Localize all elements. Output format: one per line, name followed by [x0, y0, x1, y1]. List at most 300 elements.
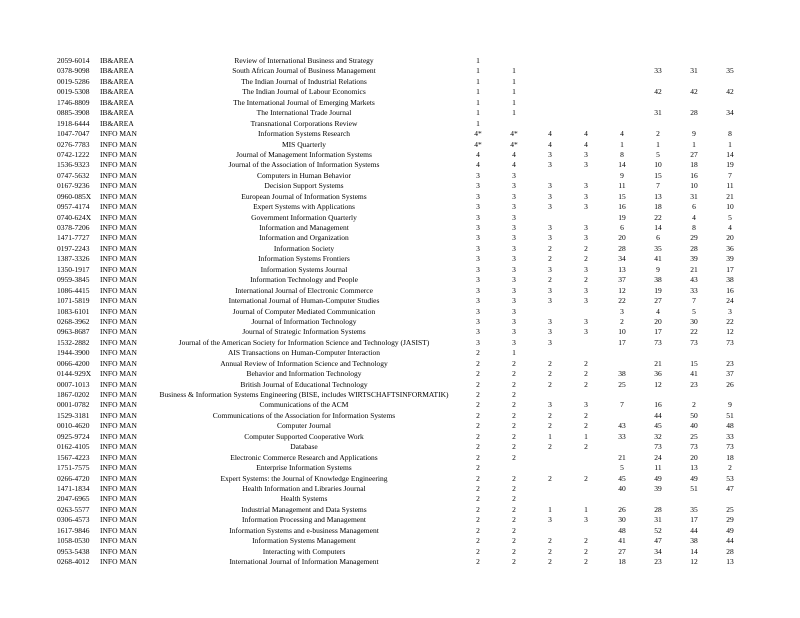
table-row [0, 119, 748, 129]
issn-cell: 0959-3845 [57, 275, 90, 285]
left-margin [0, 307, 57, 317]
table-row [0, 265, 748, 275]
rating-cell: 1 [476, 118, 480, 128]
rating-cell: 29 [726, 515, 734, 525]
journal-title-cell: Computers in Human Behavior [257, 170, 351, 180]
field-cell: INFO MAN [100, 400, 137, 410]
left-margin [0, 515, 57, 525]
rating-cell: 1 [512, 87, 516, 97]
rating-cell: 3 [512, 296, 516, 306]
left-margin [0, 254, 57, 264]
rating-cell [568, 171, 604, 181]
rating-cell: 4 [584, 139, 588, 149]
rating-cell: 49 [690, 473, 698, 483]
rating-cell [604, 411, 640, 421]
rating-cell [604, 66, 640, 76]
journal-title-cell: Journal of Management Information Systems [236, 149, 372, 159]
rating-cell [712, 77, 748, 87]
rating-cell: 38 [726, 275, 734, 285]
journal-title-cell: Decision Support Systems [264, 181, 344, 191]
rating-cell: 25 [618, 379, 626, 389]
rating-cell: 1 [512, 76, 516, 86]
journal-title-cell: South African Journal of Business Management [232, 66, 376, 76]
journal-title-cell: Computer Journal [277, 421, 331, 431]
rating-cell: 10 [690, 181, 698, 191]
rating-cell: 21 [690, 264, 698, 274]
rating-cell: 15 [618, 191, 626, 201]
rating-cell [604, 494, 640, 504]
rating-cell: 2 [476, 557, 480, 566]
issn-cell: 0263-5577 [57, 504, 90, 514]
left-margin [0, 108, 57, 118]
left-margin [0, 359, 57, 369]
table-row [0, 547, 748, 557]
rating-cell: 2 [512, 390, 516, 399]
rating-cell: 33 [726, 431, 734, 441]
rating-cell: 2 [584, 254, 588, 264]
field-cell: INFO MAN [100, 557, 137, 566]
issn-cell: 0007-1013 [57, 379, 90, 389]
issn-cell: 1529-3181 [57, 410, 90, 420]
rating-cell [712, 348, 748, 358]
rating-cell: 3 [512, 170, 516, 180]
field-cell: IB&AREA [100, 76, 134, 86]
rating-cell: 30 [690, 316, 698, 326]
left-margin [0, 286, 57, 296]
rating-cell [568, 453, 604, 463]
journal-title-cell: Information and Management [259, 223, 349, 232]
rating-cell: 73 [690, 442, 698, 452]
rating-cell [568, 66, 604, 76]
table-row [0, 108, 748, 118]
rating-cell: 2 [512, 483, 516, 493]
rating-cell: 4 [692, 212, 696, 222]
rating-cell [604, 56, 640, 66]
rating-cell: 7 [620, 400, 624, 410]
rating-cell: 2 [476, 390, 480, 399]
rating-cell: 7 [656, 181, 660, 191]
field-cell: INFO MAN [100, 483, 137, 493]
rating-cell: 2 [476, 379, 480, 389]
rating-cell [568, 87, 604, 97]
rating-cell: 49 [726, 525, 734, 535]
field-cell: INFO MAN [100, 515, 137, 525]
rating-cell: 37 [726, 369, 734, 379]
left-margin [0, 453, 57, 463]
issn-cell: 0306-4573 [57, 515, 90, 525]
rating-cell: 48 [618, 525, 626, 535]
rating-cell: 8 [728, 129, 732, 139]
rating-cell: 3 [512, 233, 516, 243]
rating-cell: 42 [726, 87, 734, 97]
field-cell: INFO MAN [100, 390, 137, 399]
rating-cell: 3 [512, 285, 516, 295]
rating-cell: 1 [692, 139, 696, 149]
rating-cell: 32 [654, 431, 662, 441]
rating-cell [532, 348, 568, 358]
table-row [0, 515, 748, 525]
left-margin [0, 171, 57, 181]
rating-cell: 51 [726, 410, 734, 420]
issn-cell: 0266-4720 [57, 473, 90, 483]
rating-cell [568, 348, 604, 358]
rating-cell: 2 [476, 473, 480, 483]
field-cell: INFO MAN [100, 358, 137, 368]
rating-cell: 3 [548, 149, 552, 159]
rating-cell: 3 [476, 191, 480, 201]
rating-cell: 3 [548, 316, 552, 326]
rating-cell: 14 [690, 546, 698, 556]
field-cell: INFO MAN [100, 170, 137, 180]
issn-cell: 1567-4223 [57, 452, 90, 462]
rating-cell: 12 [618, 285, 626, 295]
rating-cell: 45 [618, 473, 626, 483]
rating-cell [604, 390, 640, 400]
rating-cell: 12 [690, 557, 698, 566]
issn-cell: 0953-5438 [57, 546, 90, 556]
rating-cell: 2 [476, 515, 480, 525]
rating-cell: 3 [476, 306, 480, 316]
rating-cell: 26 [618, 504, 626, 514]
table-row [0, 390, 748, 400]
table-row [0, 536, 748, 546]
left-margin [0, 484, 57, 494]
rating-cell: 39 [690, 254, 698, 264]
rating-cell: 2 [476, 400, 480, 410]
rating-cell: 1 [476, 76, 480, 86]
rating-cell: 3 [476, 223, 480, 232]
rating-cell [712, 390, 748, 400]
rating-cell: 36 [726, 243, 734, 253]
journal-title-cell: Communications of the ACM [259, 400, 349, 410]
rating-cell: 6 [692, 202, 696, 212]
rating-cell: 3 [728, 306, 732, 316]
field-cell: INFO MAN [100, 431, 137, 441]
rating-cell: 1 [620, 139, 624, 149]
field-cell: INFO MAN [100, 275, 137, 285]
rating-cell: 23 [690, 379, 698, 389]
field-cell: IB&AREA [100, 97, 134, 107]
rating-cell [676, 119, 712, 129]
left-margin [0, 213, 57, 223]
rating-cell: 4* [474, 139, 482, 149]
rating-cell: 38 [690, 536, 698, 546]
rating-cell: 2 [548, 243, 552, 253]
table-row [0, 307, 748, 317]
rating-cell: 3 [584, 515, 588, 525]
table-row [0, 171, 748, 181]
rating-cell: 4* [510, 139, 518, 149]
journal-title-cell: Information Systems Frontiers [258, 254, 350, 264]
rating-cell [568, 98, 604, 108]
rating-cell: 42 [654, 87, 662, 97]
rating-cell: 3 [512, 181, 516, 191]
field-cell: INFO MAN [100, 306, 137, 316]
rating-cell: 3 [584, 327, 588, 337]
rating-cell: 2 [476, 369, 480, 379]
left-margin [0, 233, 57, 243]
rating-cell: 16 [690, 170, 698, 180]
issn-cell: 0742-1222 [57, 149, 90, 159]
field-cell: INFO MAN [100, 473, 137, 483]
rating-cell: 42 [690, 87, 698, 97]
rating-cell [532, 463, 568, 473]
left-margin [0, 526, 57, 536]
journal-title-cell: Information Systems and e-business Management [229, 525, 379, 535]
field-cell: INFO MAN [100, 369, 137, 379]
rating-cell: 3 [584, 160, 588, 170]
rating-cell: 22 [690, 327, 698, 337]
table-row [0, 66, 748, 76]
journal-title-cell: Database [290, 442, 318, 452]
rating-cell: 2 [512, 504, 516, 514]
rating-cell: 2 [512, 431, 516, 441]
left-margin [0, 421, 57, 431]
rating-cell: 13 [654, 191, 662, 201]
rating-cell: 3 [584, 264, 588, 274]
rating-cell: 13 [618, 264, 626, 274]
rating-cell: 2 [512, 546, 516, 556]
journal-title-cell: Enterprise Information Systems [256, 463, 352, 473]
table-row [0, 359, 748, 369]
rating-cell: 40 [690, 421, 698, 431]
rating-cell: 15 [654, 170, 662, 180]
rating-cell: 2 [584, 557, 588, 566]
rating-cell: 2 [548, 442, 552, 452]
rating-cell [568, 463, 604, 473]
field-cell: INFO MAN [100, 296, 137, 306]
rating-cell: 2 [476, 358, 480, 368]
issn-cell: 2059-6014 [57, 56, 90, 65]
field-cell: INFO MAN [100, 160, 137, 170]
field-cell: INFO MAN [100, 379, 137, 389]
rating-cell: 20 [726, 233, 734, 243]
rating-cell: 9 [656, 264, 660, 274]
rating-cell: 9 [620, 170, 624, 180]
rating-cell: 24 [654, 452, 662, 462]
rating-cell: 3 [548, 223, 552, 232]
rating-cell: 2 [512, 400, 516, 410]
rating-cell: 2 [584, 536, 588, 546]
rating-cell: 3 [584, 202, 588, 212]
rating-cell: 3 [512, 327, 516, 337]
rating-cell: 50 [690, 410, 698, 420]
rating-cell: 2 [512, 410, 516, 420]
left-margin [0, 536, 57, 546]
rating-cell: 4* [474, 129, 482, 139]
table-row [0, 98, 748, 108]
issn-cell: 2047-6965 [57, 494, 90, 504]
rating-cell: 2 [656, 129, 660, 139]
rating-cell: 33 [618, 431, 626, 441]
rating-cell: 26 [726, 379, 734, 389]
rating-cell: 2 [692, 400, 696, 410]
field-cell: INFO MAN [100, 316, 137, 326]
rating-cell: 2 [476, 536, 480, 546]
rating-cell: 4 [476, 160, 480, 170]
issn-cell: 0010-4620 [57, 421, 90, 431]
issn-cell: 1867-0202 [57, 390, 90, 399]
issn-cell: 1746-8809 [57, 97, 90, 107]
rating-cell [532, 307, 568, 317]
rating-cell: 3 [512, 223, 516, 232]
rating-cell: 7 [692, 296, 696, 306]
left-margin [0, 77, 57, 87]
issn-cell: 0960-085X [57, 191, 92, 201]
rating-cell: 3 [584, 400, 588, 410]
rating-cell: 3 [476, 254, 480, 264]
rating-cell: 3 [512, 264, 516, 274]
rating-cell: 3 [512, 306, 516, 316]
table-row [0, 432, 748, 442]
left-margin [0, 181, 57, 191]
rating-cell [640, 348, 676, 358]
left-margin [0, 494, 57, 504]
rating-cell: 3 [476, 202, 480, 212]
rating-cell: 2 [476, 442, 480, 452]
field-cell: INFO MAN [100, 348, 137, 358]
rating-cell [712, 119, 748, 129]
rating-cell: 35 [726, 66, 734, 76]
field-cell: INFO MAN [100, 536, 137, 546]
rating-cell: 2 [512, 557, 516, 566]
field-cell: INFO MAN [100, 421, 137, 431]
rating-cell [532, 119, 568, 129]
left-margin [0, 66, 57, 76]
issn-cell: 1387-3326 [57, 254, 90, 264]
journal-title-cell: Expert Systems with Applications [253, 202, 355, 212]
issn-cell: 0925-9724 [57, 431, 90, 441]
rating-cell [532, 87, 568, 97]
field-cell: INFO MAN [100, 139, 137, 149]
rating-cell: 36 [654, 369, 662, 379]
issn-cell: 0378-7206 [57, 223, 90, 232]
rating-cell [604, 119, 640, 129]
rating-cell: 3 [548, 327, 552, 337]
rating-cell: 2 [548, 473, 552, 483]
field-cell: IB&AREA [100, 56, 134, 65]
rating-cell: 51 [690, 483, 698, 493]
rating-cell [532, 108, 568, 118]
field-cell: IB&AREA [100, 118, 134, 128]
issn-cell: 0378-9098 [57, 66, 90, 76]
journal-title-cell: Electronic Commerce Research and Applications [230, 452, 378, 462]
rating-cell: 2 [512, 442, 516, 452]
rating-cell [604, 108, 640, 118]
rating-cell: 2 [584, 442, 588, 452]
journal-title-cell: Government Information Quarterly [251, 212, 357, 222]
rating-cell: 1 [584, 431, 588, 441]
left-margin [0, 98, 57, 108]
rating-cell [640, 98, 676, 108]
rating-cell: 2 [584, 369, 588, 379]
rating-cell: 8 [620, 149, 624, 159]
rating-cell: 5 [656, 149, 660, 159]
rating-cell: 2 [512, 452, 516, 462]
journal-title-cell: Interacting with Computers [262, 546, 346, 556]
left-margin [0, 192, 57, 202]
rating-cell: 16 [654, 400, 662, 410]
rating-cell: 6 [620, 223, 624, 232]
rating-cell: 3 [476, 233, 480, 243]
rating-cell: 1 [512, 66, 516, 76]
rating-cell: 1 [476, 56, 480, 65]
issn-cell: 0001-0782 [57, 400, 90, 410]
rating-cell: 3 [476, 181, 480, 191]
issn-cell: 1350-1917 [57, 264, 90, 274]
journal-title-cell: Information Technology and People [250, 275, 358, 285]
rating-cell [604, 98, 640, 108]
rating-cell: 52 [654, 525, 662, 535]
rating-cell [568, 484, 604, 494]
table-row [0, 484, 748, 494]
rating-cell: 2 [548, 254, 552, 264]
rating-cell: 2 [512, 515, 516, 525]
rating-cell: 3 [476, 275, 480, 285]
rating-cell: 73 [690, 337, 698, 347]
rating-cell: 45 [654, 421, 662, 431]
rating-cell: 1 [548, 431, 552, 441]
rating-cell: 17 [726, 264, 734, 274]
rating-cell [496, 56, 532, 66]
issn-cell: 0740-624X [57, 212, 92, 222]
rating-cell: 21 [618, 452, 626, 462]
field-cell: IB&AREA [100, 87, 134, 97]
rating-cell: 41 [618, 536, 626, 546]
journal-title-cell: Information Systems Management [252, 536, 356, 546]
table-row [0, 526, 748, 536]
issn-cell: 0197-2243 [57, 243, 90, 253]
field-cell: INFO MAN [100, 494, 137, 504]
rating-cell: 3 [476, 337, 480, 347]
rating-cell: 11 [654, 463, 662, 473]
rating-cell: 1 [728, 139, 732, 149]
rating-cell [640, 77, 676, 87]
rating-cell: 5 [692, 306, 696, 316]
issn-cell: 0019-5286 [57, 76, 90, 86]
rating-cell [604, 359, 640, 369]
journal-title-cell: Transnational Corporations Review [250, 118, 358, 128]
journal-title-cell: Annual Review of Information Science and Technology [220, 358, 388, 368]
left-margin [0, 223, 57, 233]
rating-cell: 3 [476, 327, 480, 337]
left-margin [0, 390, 57, 400]
journal-title-cell: The International Trade Journal [256, 108, 352, 118]
journal-title-cell: Journal of Information Technology [251, 316, 357, 326]
rating-cell: 4* [510, 129, 518, 139]
field-cell: INFO MAN [100, 442, 137, 452]
rating-cell: 73 [654, 337, 662, 347]
rating-cell: 3 [548, 337, 552, 347]
rating-cell: 1 [584, 504, 588, 514]
rating-cell: 2 [476, 421, 480, 431]
rating-cell: 28 [690, 243, 698, 253]
table-row [0, 233, 748, 243]
rating-cell: 34 [726, 108, 734, 118]
table-row [0, 223, 748, 233]
rating-cell: 4 [548, 129, 552, 139]
rating-cell: 16 [618, 202, 626, 212]
rating-cell: 25 [726, 504, 734, 514]
rating-cell [568, 526, 604, 536]
journal-title-cell: Computer Supported Cooperative Work [244, 431, 364, 441]
rating-cell: 2 [548, 536, 552, 546]
rating-cell [496, 119, 532, 129]
rating-cell: 6 [656, 233, 660, 243]
journal-title-cell: European Journal of Information Systems [241, 191, 367, 201]
rating-cell: 2 [548, 421, 552, 431]
rating-cell [712, 494, 748, 504]
